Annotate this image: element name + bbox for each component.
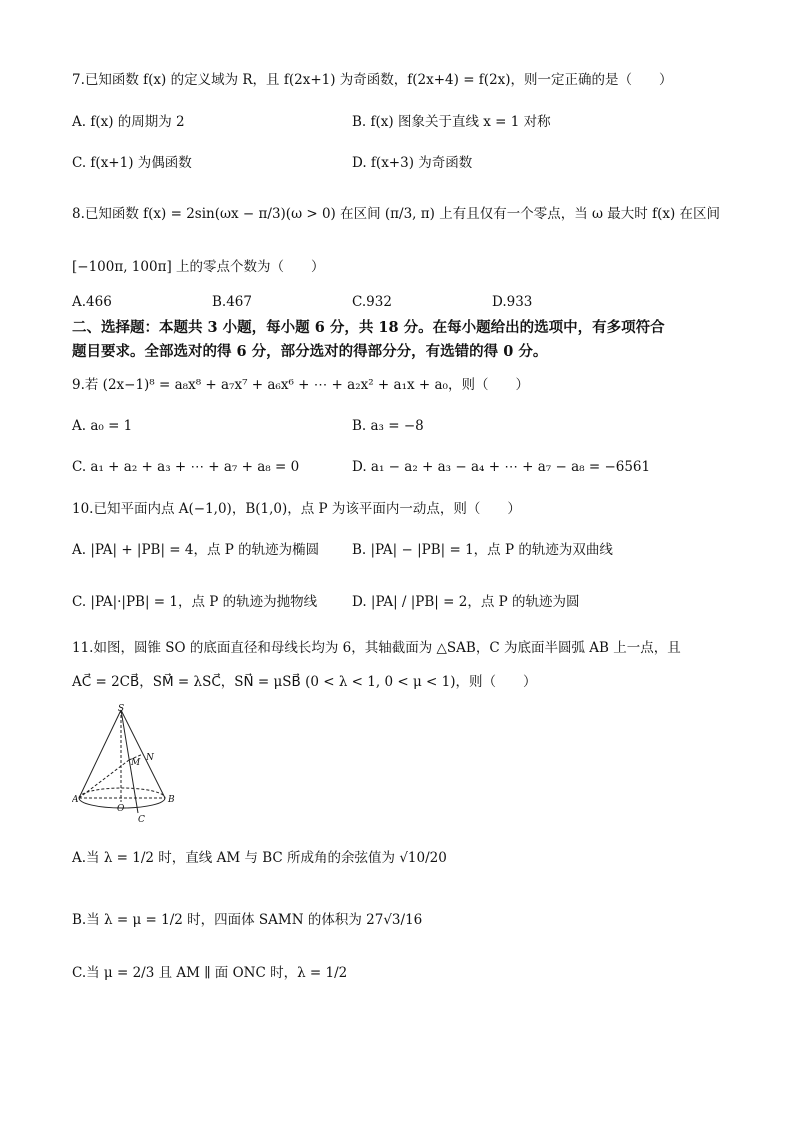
q11-option-b: B.当 λ = μ = 1/2 时，四面体 SAMN 的体积为 27√3/16 [72, 912, 423, 928]
cone-edge-sa [79, 710, 121, 798]
section2-heading-line2: 题目要求。全部选对的得 6 分，部分选对的得部分分，有选错的得 0 分。 [72, 343, 548, 360]
label-o: O [117, 804, 125, 814]
q8-option-c: C.932 [352, 294, 392, 310]
q10-option-a: A. |PA| + |PB| = 4，点 P 的轨迹为椭圆 [72, 542, 320, 558]
q9-option-c: C. a₁ + a₂ + a₃ + ⋯ + a₇ + a₈ = 0 [72, 459, 300, 475]
q10-stem: 10.已知平面内点 A(−1,0)，B(1,0)，点 P 为该平面内一动点，则（ ） [72, 501, 521, 517]
q7-stem: 7.已知函数 f(x) 的定义域为 R，且 f(2x+1) 为奇函数，f(2x+4) = f(2x)，则一定正确的是（ ） [72, 72, 673, 88]
label-b: B [168, 795, 175, 805]
q8-option-b: B.467 [212, 294, 252, 310]
label-n: N [146, 753, 154, 763]
q7-option-c: C. f(x+1) 为偶函数 [72, 155, 192, 171]
q10-option-c: C. |PA|·|PB| = 1，点 P 的轨迹为抛物线 [72, 594, 318, 610]
q11-stem-line1: 11.如图，圆锥 SO 的底面直径和母线长均为 6，其轴截面为 △SAB，C 为底面半圆弧 AB 上一点，且 [72, 640, 681, 656]
q9-option-a: A. a₀ = 1 [72, 418, 133, 434]
q8-option-d: D.933 [492, 294, 533, 310]
cone-figure [72, 703, 182, 825]
label-s: S [118, 704, 125, 714]
section2-heading-line1: 二、选择题：本题共 3 小题，每小题 6 分，共 18 分。在每小题给出的选项中，有多项符合 [72, 319, 665, 336]
q10-option-d: D. |PA| / |PB| = 2，点 P 的轨迹为圆 [352, 594, 580, 610]
q10-option-b: B. |PA| − |PB| = 1，点 P 的轨迹为双曲线 [352, 542, 613, 558]
q11-stem-line2: AC⃗ = 2CB⃗，SM⃗ = λSC⃗，SN⃗ = μSB⃗ (0 < λ < 1, 0 < μ < 1)，则（ ） [72, 674, 537, 690]
label-m: M [131, 758, 141, 768]
q8-option-a: A.466 [72, 294, 112, 310]
q9-option-b: B. a₃ = −8 [352, 418, 424, 434]
q8-stem-line1: 8.已知函数 f(x) = 2sin(ωx − π/3)(ω > 0) 在区间 (π/3, π) 上有且仅有一个零点，当 ω 最大时 f(x) 在区间 [72, 206, 721, 222]
q8-stem-line2: [−100π, 100π] 上的零点个数为（ ） [72, 259, 325, 275]
base-back-arc [79, 788, 165, 798]
q7-option-a: A. f(x) 的周期为 2 [72, 114, 185, 130]
q9-option-d: D. a₁ − a₂ + a₃ − a₄ + ⋯ + a₇ − a₈ = −6561 [352, 459, 651, 475]
label-c: C [138, 815, 145, 825]
q11-option-c: C.当 μ = 2/3 且 AM ∥ 面 ONC 时，λ = 1/2 [72, 965, 348, 981]
q9-stem: 9.若 (2x−1)⁸ = a₈x⁸ + a₇x⁷ + a₆x⁶ + ⋯ + a₂x² + a₁x + a₀，则（ ） [72, 377, 529, 393]
q11-option-a: A.当 λ = 1/2 时，直线 AM 与 BC 所成角的余弦值为 √10/20 [72, 850, 447, 866]
label-a: A [72, 795, 79, 805]
q7-option-b: B. f(x) 图象关于直线 x = 1 对称 [352, 114, 551, 130]
q7-option-d: D. f(x+3) 为奇函数 [352, 155, 473, 171]
